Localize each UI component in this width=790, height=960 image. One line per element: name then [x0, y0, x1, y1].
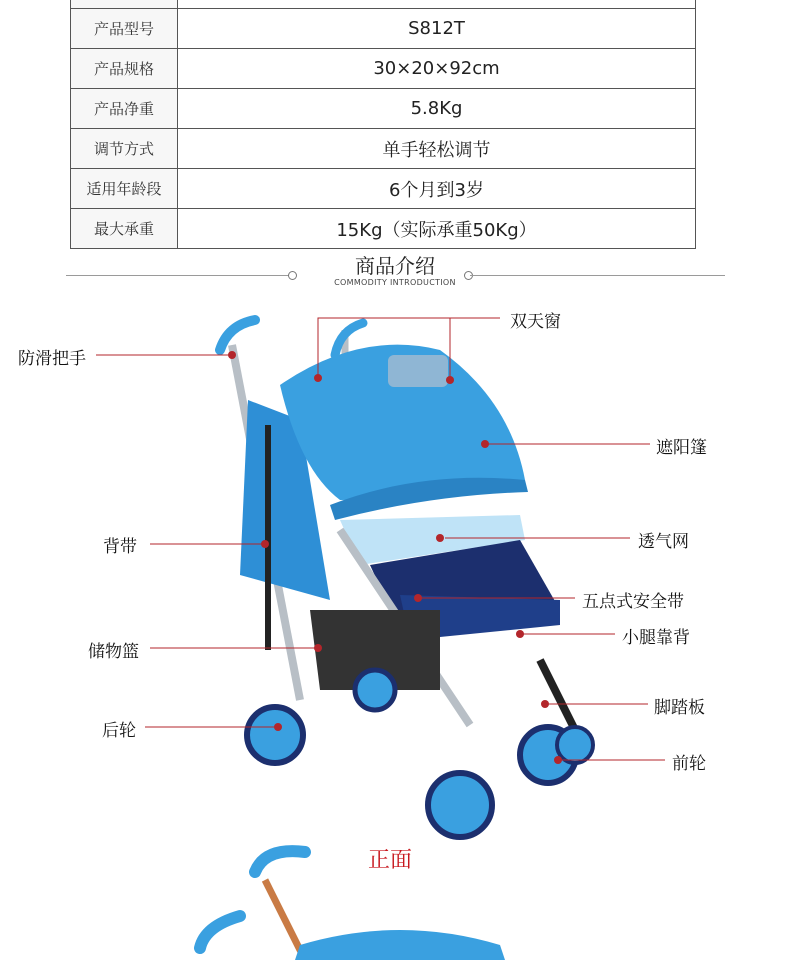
spec-row — [71, 169, 696, 209]
callout-storage-basket: 储物篮 — [88, 642, 139, 662]
intro-heading — [0, 250, 790, 290]
spec-row — [71, 209, 696, 249]
spec-value: S812T — [178, 9, 696, 49]
intro-title: 商品介绍 — [355, 254, 435, 278]
intro-subtitle: COMMODITY INTRODUCTION — [334, 278, 456, 287]
view-label-front: 正面 — [368, 848, 413, 873]
spec-value: 5.8Kg — [178, 89, 696, 129]
callout-mesh: 透气网 — [638, 532, 689, 552]
rear-wheel-icon — [247, 707, 303, 763]
spec-label: 产品规格 — [71, 49, 178, 89]
callout-five-point-belt: 五点式安全带 — [582, 592, 684, 612]
skylight-window — [388, 355, 448, 387]
spec-value: 15Kg（实际承重50Kg） — [178, 209, 696, 249]
handle-grip-icon — [220, 320, 255, 350]
spec-row — [71, 89, 696, 129]
spec-value: 6个月到3岁 — [178, 169, 696, 209]
spec-label: 产品型号 — [71, 9, 178, 49]
callout-antislip-handle: 防滑把手 — [18, 349, 86, 369]
spec-table — [70, 0, 696, 249]
spec-row — [71, 9, 696, 49]
callout-sun-canopy: 遮阳篷 — [656, 438, 707, 458]
callout-double-skylight: 双天窗 — [510, 312, 561, 332]
spec-row — [71, 49, 696, 89]
spec-value: 单手轻松调节 — [178, 129, 696, 169]
stroller-front-view — [200, 851, 505, 960]
spec-label: 产品净重 — [71, 89, 178, 129]
callout-calf-rest: 小腿靠背 — [622, 628, 690, 648]
spec-row — [71, 129, 696, 169]
callout-strap: 背带 — [103, 537, 137, 557]
spec-label: 适用年龄段 — [71, 169, 178, 209]
callout-rear-wheel: 后轮 — [102, 721, 136, 741]
stroller-side-view — [220, 320, 593, 837]
callout-footrest: 脚踏板 — [654, 698, 705, 718]
spec-value: 30×20×92cm — [178, 49, 696, 89]
spec-label: 最大承重 — [71, 209, 178, 249]
callout-front-wheel: 前轮 — [672, 754, 706, 774]
spec-label: 调节方式 — [71, 129, 178, 169]
